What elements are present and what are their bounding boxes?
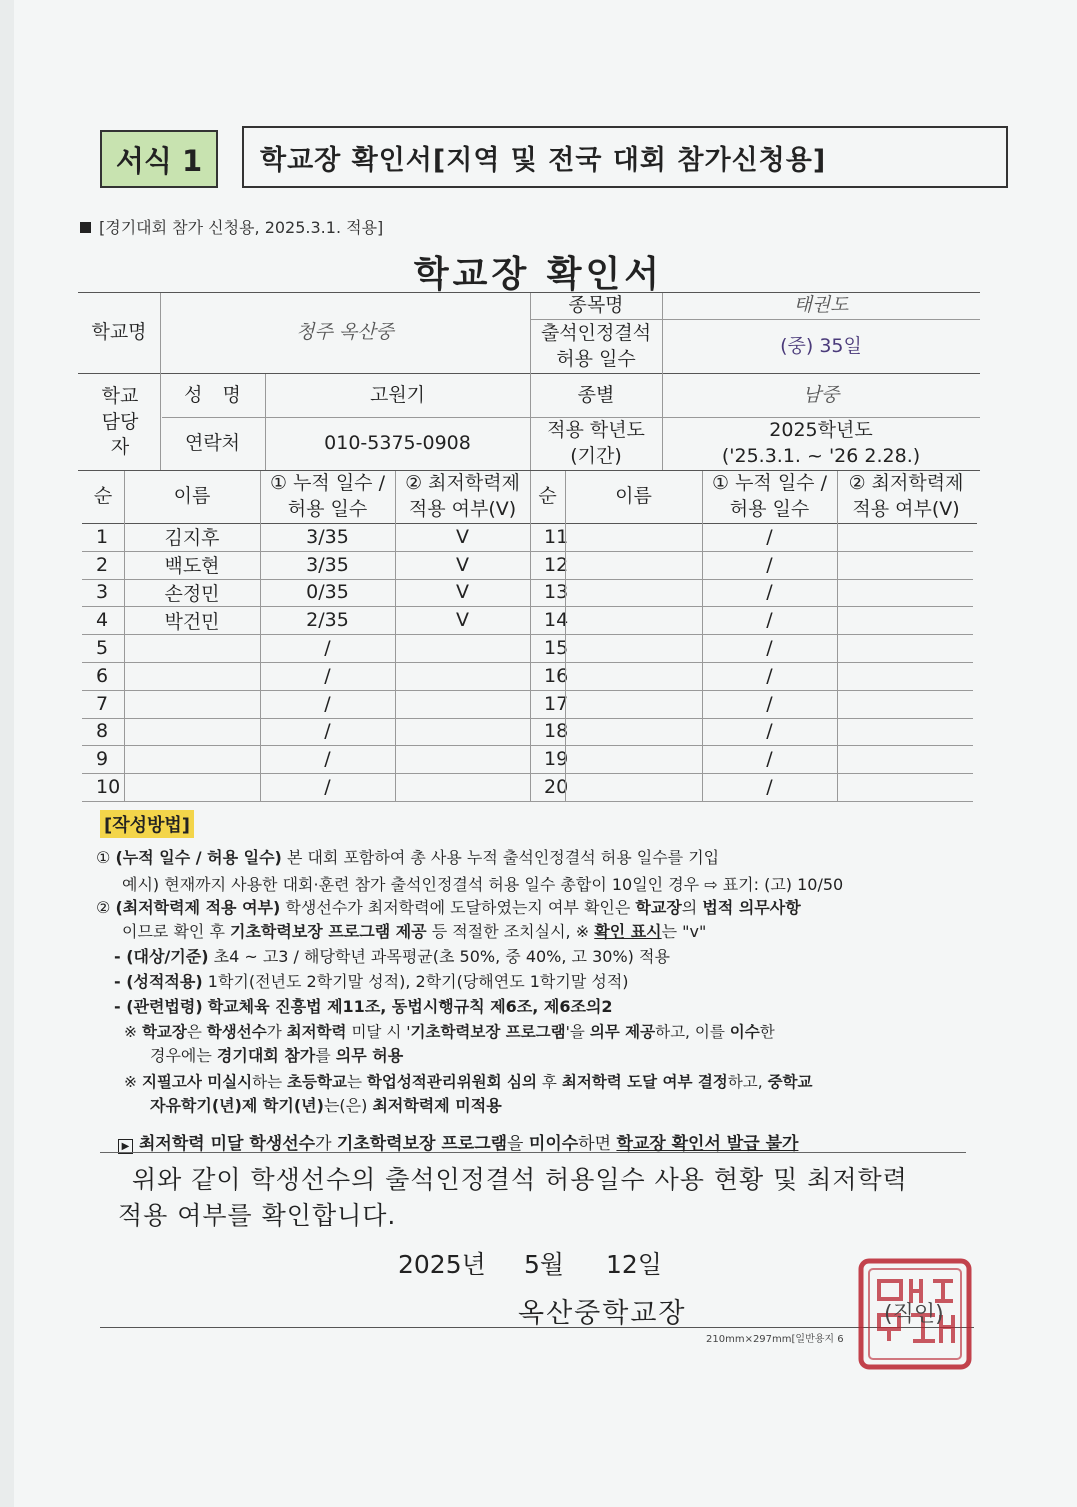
method-line-5: - (대상/기준) 초4 ~ 고3 / 해당학년 과목평균(초 50%, 중 40%, 고 30%) 적용 — [114, 947, 670, 966]
table-cell-applied — [837, 718, 975, 746]
document-title: 학교장 확인서 — [413, 254, 664, 295]
table-cell-name: 박건민 — [164, 610, 220, 633]
method-line-10: ※ 지필고사 미실시하는 초등학교는 학업성적관리위원회 심의 후 최저학력 도달 여부 결정하고, 중학교 — [124, 1073, 813, 1091]
paper-size-info: 210mm×297mm[일반용지 6 — [706, 1334, 844, 1345]
name-value: 고원기 — [369, 383, 426, 406]
table-cell-days: / — [766, 664, 773, 687]
academic-year-cell — [662, 418, 980, 470]
method-line-9: 경우에는 경기대회 참가를 의무 허용 — [150, 1046, 404, 1065]
table-header-name: 이름 — [615, 485, 652, 508]
table-cell-seq: 7 — [96, 692, 109, 715]
sport-value: 태권도 — [793, 294, 849, 317]
school-name-label: 학교명 — [91, 321, 147, 344]
table-cell-days: / — [324, 776, 331, 799]
table-cell-name — [565, 745, 702, 773]
table-cell-seq: 1 — [96, 525, 109, 548]
table-cell-days: / — [766, 637, 773, 660]
table-cell-seq: 15 — [544, 637, 569, 660]
method-line-12: ▶ 최저학력 미달 학생선수가 기초학력보장 프로그램을 미이수하면 학교장 확인서 발급 불가 — [118, 1129, 798, 1154]
date-year: 2025년 — [398, 1250, 486, 1279]
method-line-4: 이므로 확인 후 기초학력보장 프로그램 제공 등 적절한 조치실시, ※ 확인 표시는 "v" — [122, 922, 707, 941]
table-cell-applied: V — [456, 609, 469, 632]
table-column-divider — [565, 471, 566, 801]
table-cell-applied — [395, 690, 530, 718]
table-cell-days: / — [766, 720, 773, 743]
table-cell-name — [565, 606, 702, 634]
table-cell-seq: 9 — [96, 748, 109, 771]
table-cell-name — [124, 745, 260, 773]
date-month: 5월 — [524, 1250, 565, 1279]
table-cell-days: / — [766, 525, 773, 548]
table-cell-seq: 6 — [96, 664, 109, 687]
table-cell-days: / — [766, 553, 773, 576]
table-cell-applied — [837, 634, 975, 662]
form-label: 서식 1 — [100, 130, 218, 188]
table-cell-days: / — [324, 692, 331, 715]
table-column-divider — [260, 471, 261, 801]
table-cell-seq: 11 — [544, 525, 569, 548]
method-line-8: ※ 학교장은 학생선수가 최저학력 미달 시 '기초학력보장 프로그램'을 의무 제공하고, 이를 이수한 — [124, 1023, 775, 1041]
table-cell-seq: 19 — [544, 748, 569, 771]
table-cell-seq: 20 — [544, 776, 569, 799]
table-cell-name — [124, 634, 260, 662]
table-header-applied: ② 최저학력제 적용 여부(V) — [405, 472, 520, 520]
table-cell-seq: 13 — [544, 581, 569, 604]
table-cell-name — [124, 690, 260, 718]
table-column-divider — [837, 471, 838, 801]
table-column-divider — [702, 471, 703, 801]
table-cell-name: 김지후 — [164, 527, 220, 550]
sport-label: 종목명 — [568, 294, 624, 317]
table-cell-days: / — [766, 692, 773, 715]
gender-label: 종별 — [577, 383, 615, 406]
gender-value: 남중 — [802, 383, 840, 406]
table-cell-applied — [837, 745, 975, 773]
table-cell-seq: 18 — [544, 720, 569, 743]
table-cell-days: / — [766, 748, 773, 771]
absence-days-value: (중) 35일 — [780, 334, 862, 357]
table-cell-seq: 17 — [544, 692, 569, 715]
table-cell-applied: V — [456, 581, 469, 604]
table-cell-days: 2/35 — [306, 609, 349, 632]
table-cell-applied — [837, 523, 975, 551]
table-header-days: ① 누적 일수 / 허용 일수 — [270, 472, 385, 520]
table-header-seq: 순 — [93, 485, 113, 508]
principal-name: 옥산중학교장 — [518, 1298, 687, 1329]
table-cell-applied — [837, 606, 975, 634]
table-cell-seq: 3 — [96, 581, 109, 604]
table-cell-days: / — [766, 581, 773, 604]
table-cell-days: / — [324, 637, 331, 660]
table-header-seq: 순 — [538, 485, 557, 508]
table-cell-name — [124, 718, 260, 746]
table-cell-seq: 14 — [544, 609, 569, 632]
contact-person-label: 학교 담당자 — [101, 385, 139, 459]
table-cell-applied: V — [456, 553, 469, 576]
table-cell-name — [565, 551, 702, 579]
phone-label: 연락처 — [184, 432, 241, 455]
table-cell-applied — [837, 579, 975, 607]
table-cell-seq: 10 — [96, 776, 121, 799]
table-cell-days: / — [324, 748, 331, 771]
table-cell-seq: 5 — [96, 637, 109, 660]
table-cell-name — [565, 579, 702, 607]
name-label: 성 명 — [184, 383, 241, 406]
table-cell-applied — [395, 773, 530, 801]
table-cell-days: 3/35 — [306, 553, 349, 576]
table-cell-seq: 8 — [96, 720, 109, 743]
table-row-divider — [82, 801, 973, 802]
academic-year-period: ('25.3.1. ~ '26 2.28.) — [721, 445, 921, 467]
absence-days-label: 출석인정결석 허용 일수 — [540, 321, 652, 370]
table-cell-applied — [395, 634, 530, 662]
square-bullet-icon — [80, 222, 91, 233]
table-cell-name — [565, 662, 702, 690]
table-cell-days: 0/35 — [306, 581, 349, 604]
table-cell-name — [124, 773, 260, 801]
date-day: 12일 — [606, 1250, 662, 1279]
table-cell-seq: 2 — [96, 553, 109, 576]
table-cell-applied — [395, 662, 530, 690]
method-line-3: ② (최저학력제 적용 여부) 학생선수가 최저학력에 도달하였는지 여부 확인은 학교장의 법적 의무사항 — [96, 898, 801, 917]
application-note: [경기대회 참가 신청용, 2025.3.1. 적용] — [80, 215, 383, 238]
rule — [100, 1152, 966, 1153]
table-cell-days: / — [324, 664, 331, 687]
seal-label: (직인) — [884, 1302, 944, 1327]
method-line-6: - (성적적용) 1학기(전년도 2학기말 성적), 2학기(당해연도 1학기말 성적) — [114, 972, 629, 991]
academic-year-value: 2025학년도 — [769, 419, 873, 442]
confirmation-text: 위와 같이 학생선수의 출석인정결석 허용일수 사용 현황 및 최저학력 적용 여부를 확인합니다. — [118, 1165, 908, 1231]
table-cell-name — [565, 718, 702, 746]
phone-value: 010-5375-0908 — [324, 432, 471, 455]
table-cell-name — [565, 523, 702, 551]
table-cell-seq: 4 — [96, 609, 109, 632]
table-cell-seq: 12 — [544, 553, 569, 576]
table-cell-applied — [837, 551, 975, 579]
table-header-days: ① 누적 일수 / 허용 일수 — [712, 472, 827, 520]
form-title: 학교장 확인서[지역 및 전국 대회 참가신청용] — [242, 126, 1008, 188]
table-column-divider — [395, 471, 396, 801]
method-label: [작성방법] — [100, 810, 194, 838]
table-column-divider — [530, 471, 531, 801]
arrow-box-icon: ▶ — [118, 1139, 133, 1154]
table-cell-name — [565, 634, 702, 662]
academic-year-label: 적용 학년도 (기간) — [547, 419, 645, 467]
table-header-applied: ② 최저학력제 적용 여부(V) — [848, 472, 964, 520]
table-header-name: 이름 — [173, 485, 211, 508]
rule — [100, 1327, 974, 1328]
table-cell-name: 백도현 — [164, 555, 220, 578]
table-cell-applied — [837, 662, 975, 690]
table-cell-days: / — [766, 609, 773, 632]
table-cell-days: 3/35 — [306, 525, 349, 548]
method-line-1: ① (누적 일수 / 허용 일수) 본 대회 포함하여 총 사용 누적 출석인정결석 허용 일수를 기입 — [96, 848, 720, 867]
table-cell-days: / — [324, 720, 331, 743]
table-cell-name — [124, 662, 260, 690]
table-cell-applied: V — [456, 525, 469, 548]
table-cell-days: / — [766, 776, 773, 799]
school-name-value: 청주 옥산중 — [296, 321, 394, 344]
method-line-2: 예시) 현재까지 사용한 대회·훈련 참가 출석인정결석 허용 일수 총합이 10일인 경우 ⇨ 표기: (고) 10/50 — [122, 875, 844, 894]
table-cell-name — [565, 773, 702, 801]
table-cell-applied — [837, 773, 975, 801]
table-column-divider — [124, 471, 125, 801]
table-cell-name: 손정민 — [164, 582, 220, 605]
method-line-7: - (관련법령) 학교체육 진흥법 제11조, 동법시행규칙 제6조, 제6조의2 — [114, 997, 613, 1016]
table-cell-seq: 16 — [544, 664, 569, 687]
table-cell-applied — [395, 745, 530, 773]
method-line-11: 자유학기(년)제 학기(년)는(은) 최저학력제 미적용 — [150, 1096, 502, 1115]
table-cell-applied — [395, 718, 530, 746]
table-cell-name — [565, 690, 702, 718]
table-cell-applied — [837, 690, 975, 718]
